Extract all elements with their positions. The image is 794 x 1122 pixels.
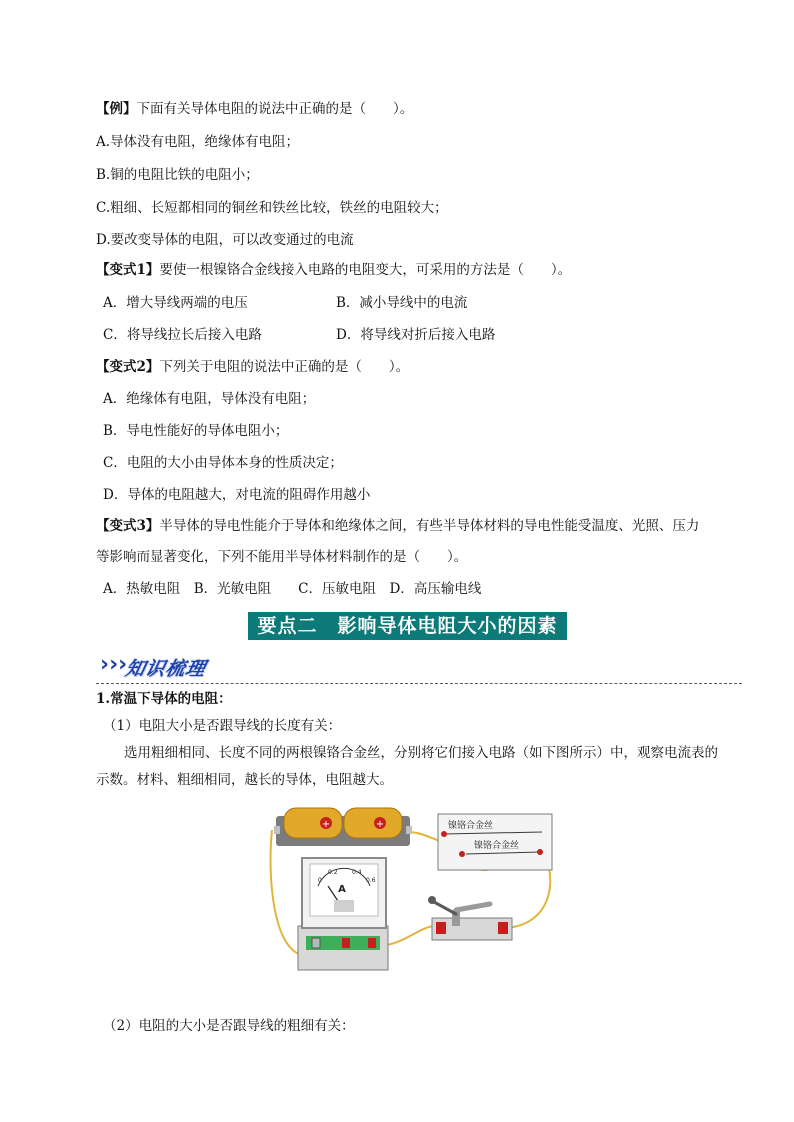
variant1-question-text: 要使一根镍铬合金线接入电路的电阻变大，可采用的方法是（ ）。	[159, 262, 572, 278]
variant1-tag: 【变式1】	[96, 262, 160, 278]
variant1-option-a: A．增大导线两端的电压	[103, 295, 248, 311]
content-para1-line1: 选用粗细相同、长度不同的两根镍铬合金丝，分别将它们接入电路（如下图所示）中，观察电流表的	[124, 745, 718, 761]
circuit-figure	[268, 806, 558, 982]
example-question-text: 下面有关导体电阻的说法中正确的是（ ）。	[136, 101, 414, 117]
variant1-question	[96, 261, 571, 279]
variant3-tag: 【变式3】	[96, 518, 160, 534]
example-tag: 【例】	[96, 101, 137, 117]
battery-plus-2: +	[375, 819, 385, 830]
variant2-option-b: B．导电性能好的导体电阻小；	[103, 423, 289, 439]
switch-lever	[456, 904, 490, 910]
variant1-option-b: B．减小导线中的电流	[336, 295, 468, 311]
logo-arrows-icon: ›››	[100, 652, 128, 677]
meter-tick-1: 0.2	[328, 869, 338, 876]
variant1-options-row2	[103, 326, 663, 344]
meter-tick-0: 0	[318, 877, 322, 884]
wire-label-1: 镍铬合金丝	[448, 821, 494, 831]
content-para1-line2: 示数。材料、粗细相同，越长的导体，电阻越大。	[96, 772, 393, 788]
variant2-option-d: D．导体的电阻越大，对电流的阻碍作用越小	[103, 487, 371, 503]
variant1-option-d: D．将导线对折后接入电路	[336, 327, 496, 343]
meter-tick-2: 0.4	[352, 869, 362, 876]
variant2-question	[96, 358, 409, 376]
logo-text: 知识梳理	[123, 658, 209, 680]
battery-plus-1: +	[321, 819, 331, 830]
variant1-option-c: C．将导线拉长后接入电路	[103, 327, 262, 343]
variant3-question-text: 半导体的导电性能介于导体和绝缘体之间，有些半导体材料的导电性能受温度、光照、压力	[159, 518, 700, 534]
example-option-a: A.导体没有电阻，绝缘体有电阻；	[96, 134, 300, 150]
knowledge-logo	[100, 654, 220, 680]
section-divider	[96, 683, 742, 684]
variant3-question-line1	[96, 517, 699, 535]
variant2-question-text: 下列关于电阻的说法中正确的是（ ）。	[159, 359, 410, 375]
example-option-b: B.铜的电阻比铁的电阻小；	[96, 167, 259, 183]
variant2-option-c: C．电阻的大小由导体本身的性质决定；	[103, 455, 343, 471]
wire-label-2: 镍铬合金丝	[474, 841, 520, 851]
meter-letter: A	[338, 884, 346, 895]
content-heading: 1.常温下导体的电阻：	[96, 691, 232, 707]
example-question	[96, 100, 413, 118]
example-option-c: C.粗细、长短都相同的铜丝和铁丝比较，铁丝的电阻较大；	[96, 200, 448, 216]
variant1-options-row1	[103, 294, 663, 312]
variant3-question-line2: 等影响而显著变化，下列不能用半导体材料制作的是（ ）。	[96, 549, 468, 565]
variant2-tag: 【变式2】	[96, 359, 160, 375]
section-banner: 要点二 影响导体电阻大小的因素	[248, 612, 567, 640]
example-option-d: D.要改变导体的电阻，可以改变通过的电流	[96, 232, 354, 248]
variant2-option-a: A．绝缘体有电阻，导体没有电阻；	[103, 391, 316, 407]
content-sub2: （2）电阻的大小是否跟导线的粗细有关：	[103, 1018, 355, 1034]
content-sub1: （1）电阻大小是否跟导线的长度有关：	[103, 718, 342, 734]
variant3-options: A．热敏电阻 B．光敏电阻 C．压敏电阻 D．高压输电线	[103, 581, 482, 597]
meter-tick-3: 0.6	[366, 877, 376, 884]
